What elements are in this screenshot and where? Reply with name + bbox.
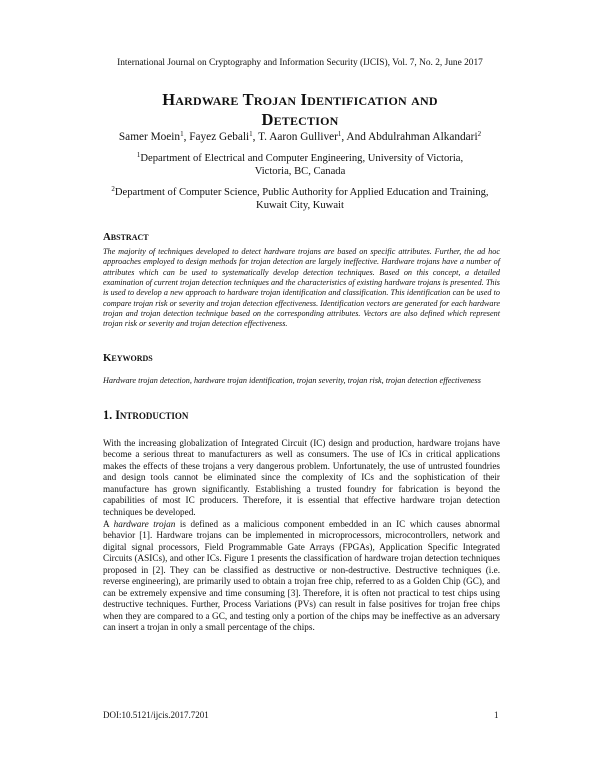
author-affiliation-mark: 1 xyxy=(249,130,253,138)
author-affiliation-mark: 1 xyxy=(180,130,184,138)
abstract-text: The majority of techniques developed to detect hardware trojans are based on specific attributes. Further, the ad hoc approaches employed to design methods for trojan detection are largely ineffective. Hardware trojans have a number of attributes which can be used to systematically develop detection techniques. Based on this concept, a detailed examination of current trojan detection techniques and the characteristics of existing hardware trojans is presented. This is used to develop a new approach to hardware trojan identification and classification. This identification can be used to compare trojan risk or severity and trojan detection effectiveness. Identification vectors are generated for each hardware trojan and trojan detection technique based on the corresponding attributes. Vectors are also defined which represent trojan risk or severity and trojan detection effectiveness. xyxy=(103,247,500,329)
author-affiliation-mark: 2 xyxy=(477,130,482,138)
author-separator: , xyxy=(252,131,259,143)
author-separator: , And xyxy=(341,131,369,143)
author-list xyxy=(60,131,540,143)
defined-term: hardware trojan xyxy=(113,519,176,529)
affiliation-mark: 2 xyxy=(111,185,115,193)
abstract-heading: Abstract xyxy=(103,231,149,243)
running-head: International Journal on Cryptography and Information Security (IJCIS), Vol. 7, No. 2, June 2017 xyxy=(117,58,483,68)
page-number: 1 xyxy=(494,710,499,720)
introduction-heading: 1. Introduction xyxy=(103,408,189,422)
keywords-text: Hardware trojan detection, hardware trojan identification, trojan severity, trojan risk, trojan detection effectiveness xyxy=(103,376,481,385)
author-affiliation-mark: 1 xyxy=(337,130,342,138)
paragraph-body: is defined as a malicious component embedded in an IC which causes abnormal behavior [1]. Hardware trojans can be implemented in microprocessors, microcontrollers, network and digital signal processors, Field Programmable Gate Arrays (FPGAs), Application Specific Integrated Circuits (ASICs), and other ICs. Figure 1 presents the classification of hardware trojan detection techniques proposed in [2]. They can be classified as destructive or non-destructive. Destructive techniques (i.e. reverse engineering), are primarily used to obtain a trojan free chip, referred to as a Golden Chip (GC), and can be extremely expensive and time consuming [3]. Therefore, it is often not practical to test chips using destructive techniques. Further, Process Variations (PVs) can result in false positives for trojan free chips when they are compared to a GC, and testing only a portion of the chips may be ineffective as an adversary can insert a trojan in only a small percentage of the chips. xyxy=(103,519,500,633)
introduction-paragraph-1: With the increasing globalization of Integrated Circuit (IC) design and production, hardware trojans have become a serious threat to manufacturers as well as consumers. The use of ICs in critical applications makes the effects of these trojans a very dangerous problem. Unfortunately, the use of untrusted foundries and design tools cannot be eliminated since the complexity of ICs and the sophistication of their manufacture has grown significantly. Establishing a trusted foundry for fabrication is beyond the capabilities of most IC producers. Therefore, it is essential that effective hardware trojan detection techniques be developed. xyxy=(103,438,500,517)
affiliation-1 xyxy=(70,152,530,178)
title-line-2: Detection xyxy=(261,110,339,129)
author-separator: , xyxy=(183,131,190,143)
author-name: T. Aaron Gulliver xyxy=(258,131,338,143)
footer-doi: DOI:10.5121/ijcis.2017.7201 xyxy=(103,710,209,720)
author-name: Fayez Gebali xyxy=(189,131,250,143)
affiliation-2 xyxy=(70,186,530,212)
paragraph-prefix: A xyxy=(103,519,114,529)
affiliation-2-line-2: Kuwait City, Kuwait xyxy=(256,200,344,211)
affiliation-mark: 1 xyxy=(136,151,141,159)
keywords-heading: Keywords xyxy=(103,352,153,364)
affiliation-2-line-1: Department of Computer Science, Public Authority for Applied Education and Training, xyxy=(114,187,489,198)
title-line-1: Hardware Trojan Identification and xyxy=(162,90,438,109)
paper-title xyxy=(60,90,540,130)
affiliation-1-line-1: Department of Electrical and Computer Engineering, University of Victoria, xyxy=(140,153,464,164)
affiliation-1-line-2: Victoria, BC, Canada xyxy=(254,166,346,177)
author-name: Abdulrahman Alkandari xyxy=(368,131,478,143)
author-name: Samer Moein xyxy=(118,131,181,143)
introduction-paragraph-2 xyxy=(103,519,500,634)
